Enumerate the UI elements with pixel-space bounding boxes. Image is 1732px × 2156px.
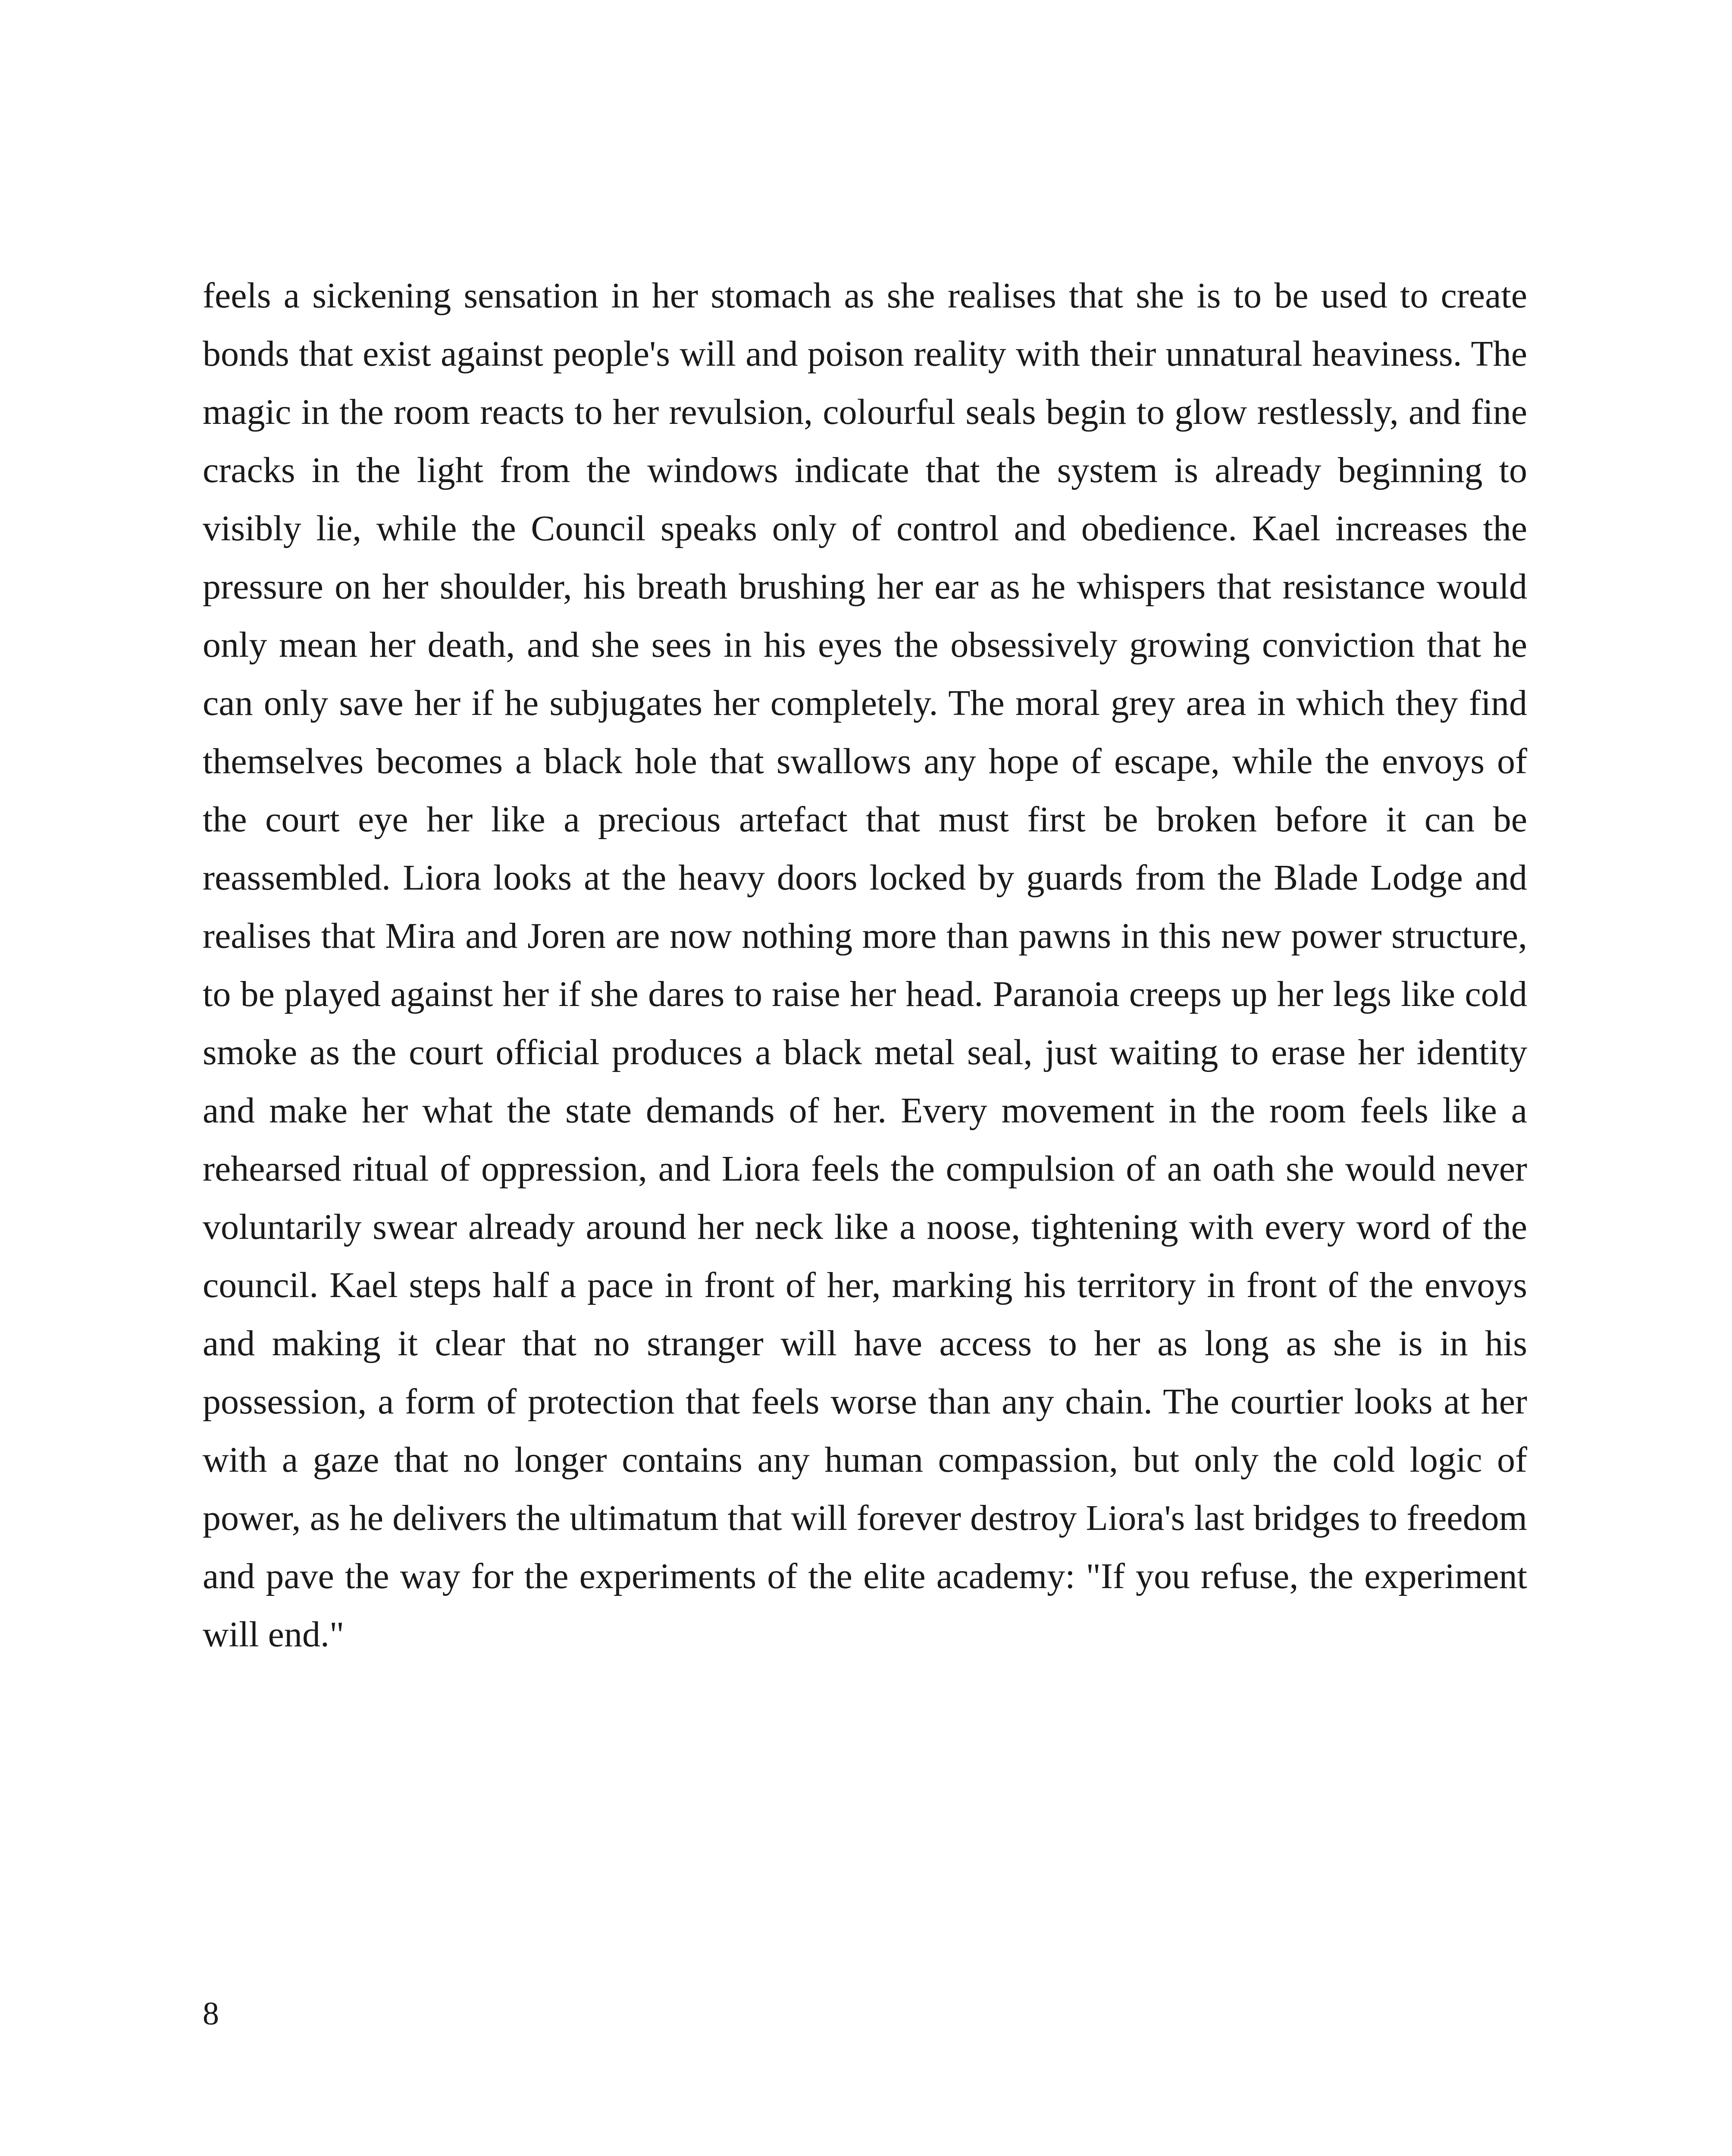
page-number: 8 — [203, 1996, 219, 2032]
body-paragraph: feels a sickening sensation in her stomach as she realises that she is to be used to create bonds that exist against people's will and poison reality with their unnatural heaviness. The magic in the room reacts to her revulsion, colourful seals begin to glow restlessly, and fine cracks in the light from the windows indicate that the system is already beginning to visibly lie, while the Council speaks only of control and obedience. Kael increases the pressure on her shoulder, his breath brushing her ear as he whispers that resistance would only mean her death, and she sees in his eyes the obsessively growing conviction that he can only save her if he subjugates her completely. The moral grey area in which they find themselves becomes a black hole that swallows any hope of escape, while the envoys of the court eye her like a precious artefact that must first be broken before it can be reassembled. Liora looks at the heavy doors locked by guards from the Blade Lodge and realises that Mira and Joren are now nothing more than pawns in this new power structure, to be played against her if she dares to raise her head. Paranoia creeps up her legs like cold smoke as the court official produces a black metal seal, just waiting to erase her identity and make her what the state demands of her. Every movement in the room feels like a rehearsed ritual of oppression, and Liora feels the compulsion of an oath she would never voluntarily swear already around her neck like a noose, tightening with every word of the council. Kael steps half a pace in front of her, marking his territory in front of the envoys and making it clear that no stranger will have access to her as long as she is in his possession, a form of protection that feels worse than any chain. The courtier looks at her with a gaze that no longer contains any human compassion, but only the cold logic of power, as he delivers the ultimatum that will forever destroy Liora's last bridges to freedom and pave the way for the experiments of the elite academy: "If you refuse, the experiment will end." — [203, 276, 1527, 1655]
